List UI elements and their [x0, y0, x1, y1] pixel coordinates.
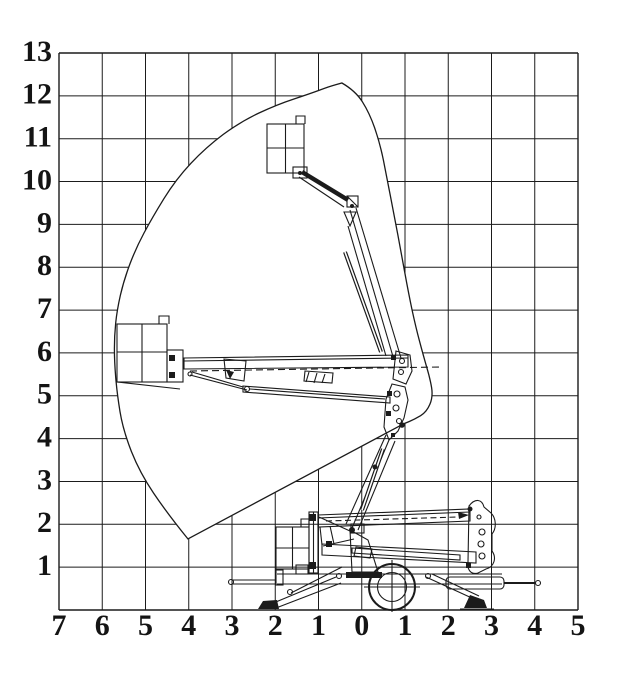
- x-tick-label: 7: [51, 608, 67, 642]
- y-tick-label: 2: [37, 506, 52, 540]
- x-tick-label: 2: [267, 608, 283, 642]
- x-tick-label: 3: [484, 608, 499, 642]
- y-tick-label: 5: [37, 377, 52, 411]
- stowed-position: [276, 500, 495, 573]
- y-tick-label: 3: [37, 463, 52, 497]
- x-tick-label: 5: [138, 608, 153, 642]
- right-outrigger: [426, 574, 541, 610]
- tow-hitch: [229, 580, 277, 585]
- y-tick-label: 8: [37, 249, 52, 283]
- x-tick-label: 3: [224, 608, 240, 642]
- x-tick-label: 2: [440, 608, 456, 642]
- y-tick-label: 12: [22, 77, 52, 111]
- x-tick-label: 1: [311, 608, 326, 642]
- x-tick-label: 6: [94, 608, 110, 642]
- turntable-base: [346, 572, 382, 578]
- y-tick-label: 7: [37, 291, 52, 325]
- y-tick-label: 4: [37, 420, 52, 454]
- stowed-basket: [276, 512, 318, 573]
- x-tick-label: 1: [397, 608, 413, 642]
- y-tick-label: 9: [37, 206, 52, 240]
- wheel: [364, 560, 420, 612]
- y-tick-label: 11: [23, 120, 52, 154]
- x-tick-label: 4: [181, 608, 197, 642]
- y-axis-labels: [22, 35, 52, 582]
- x-tick-label: 0: [354, 608, 370, 642]
- y-tick-label: 1: [37, 549, 52, 583]
- y-tick-label: 6: [37, 334, 52, 368]
- stowed-lower-boom: [320, 526, 476, 563]
- y-tick-label: 13: [22, 34, 52, 68]
- x-axis-labels: [52, 609, 586, 642]
- x-tick-label: 5: [570, 608, 586, 642]
- y-tick-label: 10: [22, 163, 52, 197]
- x-tick-label: 4: [527, 608, 543, 642]
- working-envelope-outline: [114, 83, 432, 539]
